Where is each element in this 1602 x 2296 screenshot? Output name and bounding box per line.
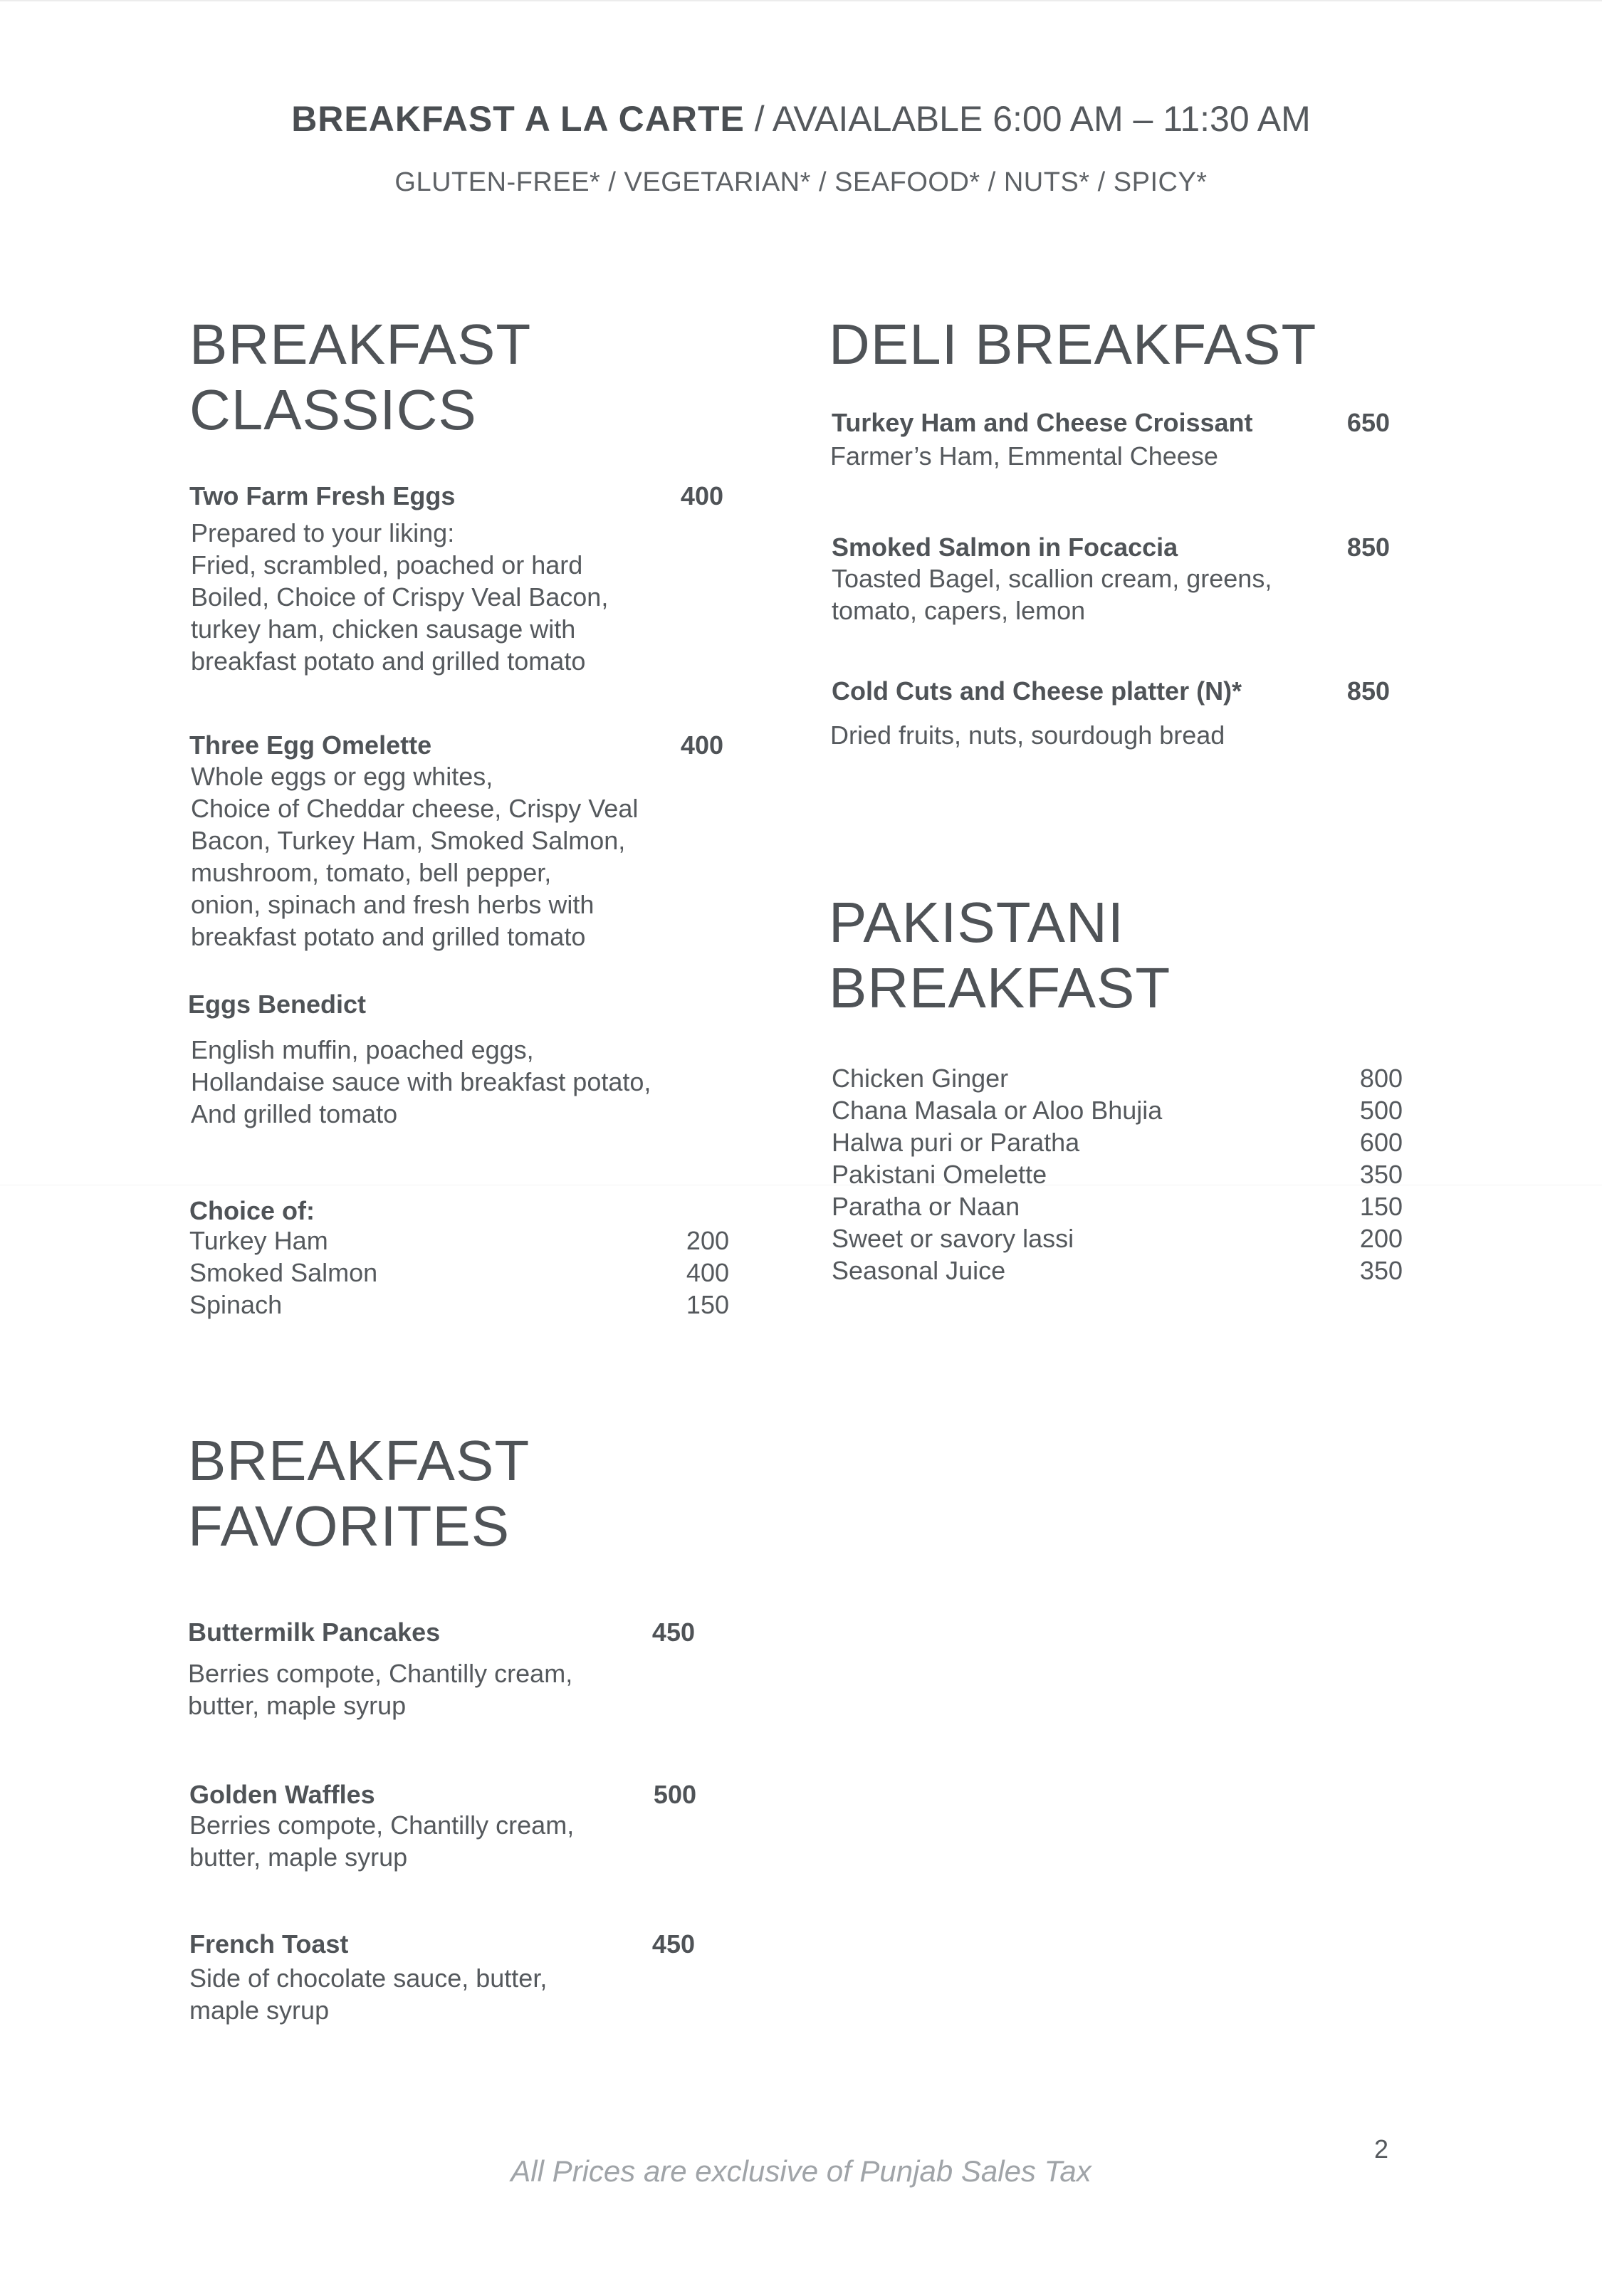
item-desc-golden-waffles: Berries compote, Chantilly cream, butter, maple syrup: [189, 1810, 575, 1872]
item-name-turkey-ham-croissant: Turkey Ham and Cheese Croissant: [832, 408, 1253, 437]
item-price-turkey-ham-croissant: 650: [1346, 408, 1390, 437]
choice-smoked-salmon: Smoked Salmon: [189, 1258, 378, 1287]
choice-of-label: Choice of:: [189, 1196, 315, 1225]
item-name-cold-cuts-platter: Cold Cuts and Cheese platter (N)*: [832, 676, 1242, 706]
section-title-deli: DELI BREAKFAST: [829, 313, 1317, 376]
availability-text: AVAIALABLE 6:00 AM – 11:30 AM: [772, 99, 1311, 139]
section-title-classics: BREAKFAST CLASSICS: [189, 313, 532, 441]
item-name-eggs-benedict: Eggs Benedict: [188, 990, 367, 1019]
choice-spinach: Spinach: [189, 1290, 283, 1319]
list-item: Sweet or savory lassi: [832, 1224, 1074, 1253]
item-desc-french-toast: Side of chocolate sauce, butter, maple syrup: [189, 1964, 548, 2025]
dietary-tags: GLUTEN-FREE* / VEGETARIAN* / SEAFOOD* / NUTS* / SPICY*: [394, 167, 1208, 197]
item-name-two-farm-fresh-eggs: Two Farm Fresh Eggs: [189, 481, 456, 510]
section-title-favorites: BREAKFAST FAVORITES: [188, 1429, 530, 1558]
item-desc-smoked-salmon-focaccia: Toasted Bagel, scallion cream, greens, tomato, capers, lemon: [832, 564, 1272, 625]
pakistani-price-list: 800 500 600 350 150 200 350: [1359, 1064, 1403, 1285]
choice-prices: 200 400 150: [686, 1226, 729, 1319]
item-price-three-egg-omelette: 400: [680, 730, 723, 760]
item-price-buttermilk-pancakes: 450: [651, 1618, 695, 1647]
top-border: [0, 0, 1602, 1]
item-name-golden-waffles: Golden Waffles: [189, 1780, 375, 1809]
item-price-french-toast: 450: [651, 1929, 695, 1959]
menu-title: BREAKFAST A LA CARTE: [291, 99, 745, 139]
item-desc-buttermilk-pancakes: Berries compote, Chantilly cream, butter, maple syrup: [188, 1659, 573, 1720]
choice-list: [189, 1225, 377, 1321]
list-item: Chana Masala or Aloo Bhujia: [832, 1096, 1163, 1125]
item-name-smoked-salmon-focaccia: Smoked Salmon in Focaccia: [832, 533, 1178, 562]
item-price-cold-cuts-platter: 850: [1346, 676, 1390, 706]
list-item: Halwa puri or Paratha: [832, 1128, 1080, 1157]
menu-header: [0, 98, 1602, 140]
item-desc-cold-cuts-platter: Dried fruits, nuts, sourdough bread: [830, 720, 1225, 750]
page-number: 2: [1374, 2134, 1389, 2164]
section-title-pakistani: PAKISTANI BREAKFAST: [829, 891, 1171, 1019]
item-price-golden-waffles: 500: [653, 1780, 696, 1809]
item-desc-turkey-ham-croissant: Farmer’s Ham, Emmental Cheese: [830, 441, 1218, 471]
list-item: Paratha or Naan: [832, 1192, 1020, 1221]
choice-turkey-ham: Turkey Ham: [189, 1226, 328, 1255]
item-name-french-toast: French Toast: [189, 1929, 349, 1959]
list-item: Pakistani Omelette: [832, 1160, 1047, 1189]
item-desc-three-egg-omelette: Whole eggs or egg whites, Choice of Cheddar cheese, Crispy Veal Bacon, Turkey Ham, Smoked Salmon, mushroom, tomato, bell pepper, onion, spinach and fresh herbs with breakfast potato and grilled tomato: [191, 762, 639, 951]
item-name-buttermilk-pancakes: Buttermilk Pancakes: [188, 1618, 441, 1647]
item-desc-two-farm-fresh-eggs: Prepared to your liking: Fried, scrambled, poached or hard Boiled, Choice of Crispy Veal Bacon, turkey ham, chicken sausage with breakfast potato and grilled tomato: [191, 518, 609, 676]
item-price-two-farm-fresh-eggs: 400: [680, 481, 723, 510]
list-item: Seasonal Juice: [832, 1256, 1006, 1285]
item-name-three-egg-omelette: Three Egg Omelette: [189, 730, 432, 760]
item-price-smoked-salmon-focaccia: 850: [1346, 533, 1390, 562]
list-item: Chicken Ginger: [832, 1064, 1009, 1093]
header-separator: /: [744, 99, 773, 139]
pakistani-item-list: [832, 1062, 1162, 1286]
tax-note: All Prices are exclusive of Punjab Sales Tax: [511, 2154, 1091, 2188]
item-desc-eggs-benedict: English muffin, poached eggs, Hollandaise sauce with breakfast potato, And grilled tomato: [191, 1035, 651, 1128]
